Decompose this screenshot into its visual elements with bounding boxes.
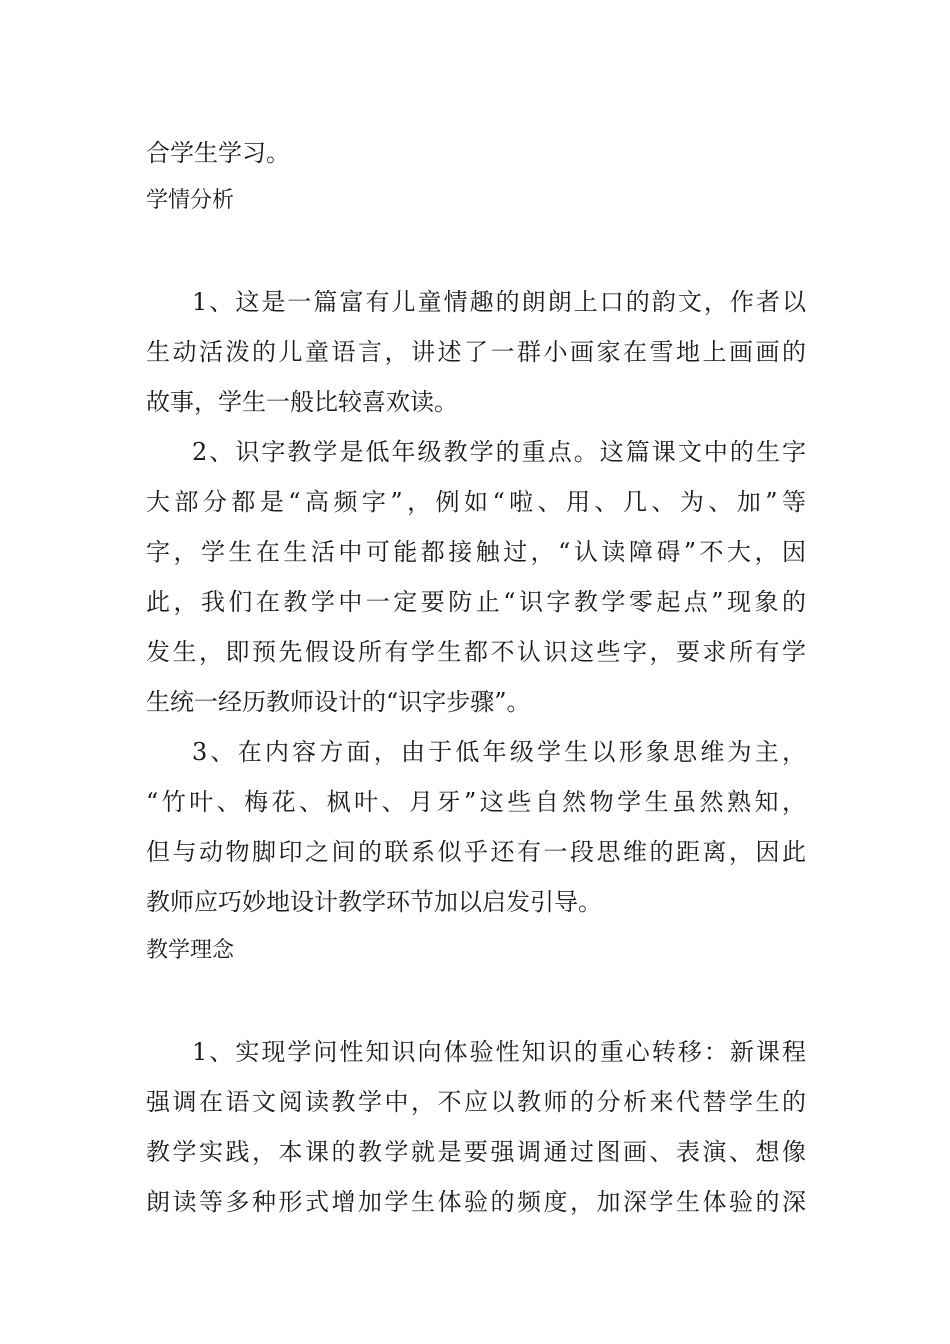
paragraph-line: “竹叶、梅花、枫叶、月牙”这些自然物学生虽然熟知， xyxy=(146,788,806,816)
text-line-continuation: 合学生学习。 xyxy=(146,139,290,167)
paragraph-line: 字，学生在生活中可能都接触过，“认读障碍”不大，因 xyxy=(146,538,806,566)
paragraph-line: 2、识字教学是低年级教学的重点。这篇课文中的生字 xyxy=(192,438,806,466)
paragraph-line: 大部分都是“高频字”，例如“啦、用、几、为、加”等 xyxy=(146,488,806,516)
paragraph-line: 教学实践，本课的教学就是要强调通过图画、表演、想像 xyxy=(146,1138,806,1166)
paragraph-line: 1、这是一篇富有儿童情趣的朗朗上口的韵文，作者以 xyxy=(192,288,806,316)
paragraph-line: 朗读等多种形式增加学生体验的频度，加深学生体验的深 xyxy=(146,1188,806,1216)
paragraph-line: 强调在语文阅读教学中，不应以教师的分析来代替学生的 xyxy=(146,1088,806,1116)
section-heading-teaching-philosophy: 教学理念 xyxy=(146,938,235,963)
section-heading-learning-analysis: 学情分析 xyxy=(146,188,235,213)
paragraph-line: 3、在内容方面，由于低年级学生以形象思维为主， xyxy=(192,738,806,766)
paragraph-line: 但与动物脚印之间的联系似乎还有一段思维的距离，因此 xyxy=(146,838,806,866)
paragraph-line: 此，我们在教学中一定要防止“识字教学零起点”现象的 xyxy=(146,588,806,616)
paragraph-line: 故事，学生一般比较喜欢读。 xyxy=(146,388,458,416)
paragraph-line: 生动活泼的儿童语言，讲述了一群小画家在雪地上画画的 xyxy=(146,338,806,366)
paragraph-line: 1、实现学问性知识向体验性知识的重心转移：新课程 xyxy=(192,1038,806,1066)
paragraph-line: 生统一经历教师设计的“识字步骤”。 xyxy=(146,688,531,716)
paragraph-line: 教师应巧妙地设计教学环节加以启发引导。 xyxy=(146,888,602,916)
paragraph-line: 发生，即预先假设所有学生都不认识这些字，要求所有学 xyxy=(146,638,806,666)
